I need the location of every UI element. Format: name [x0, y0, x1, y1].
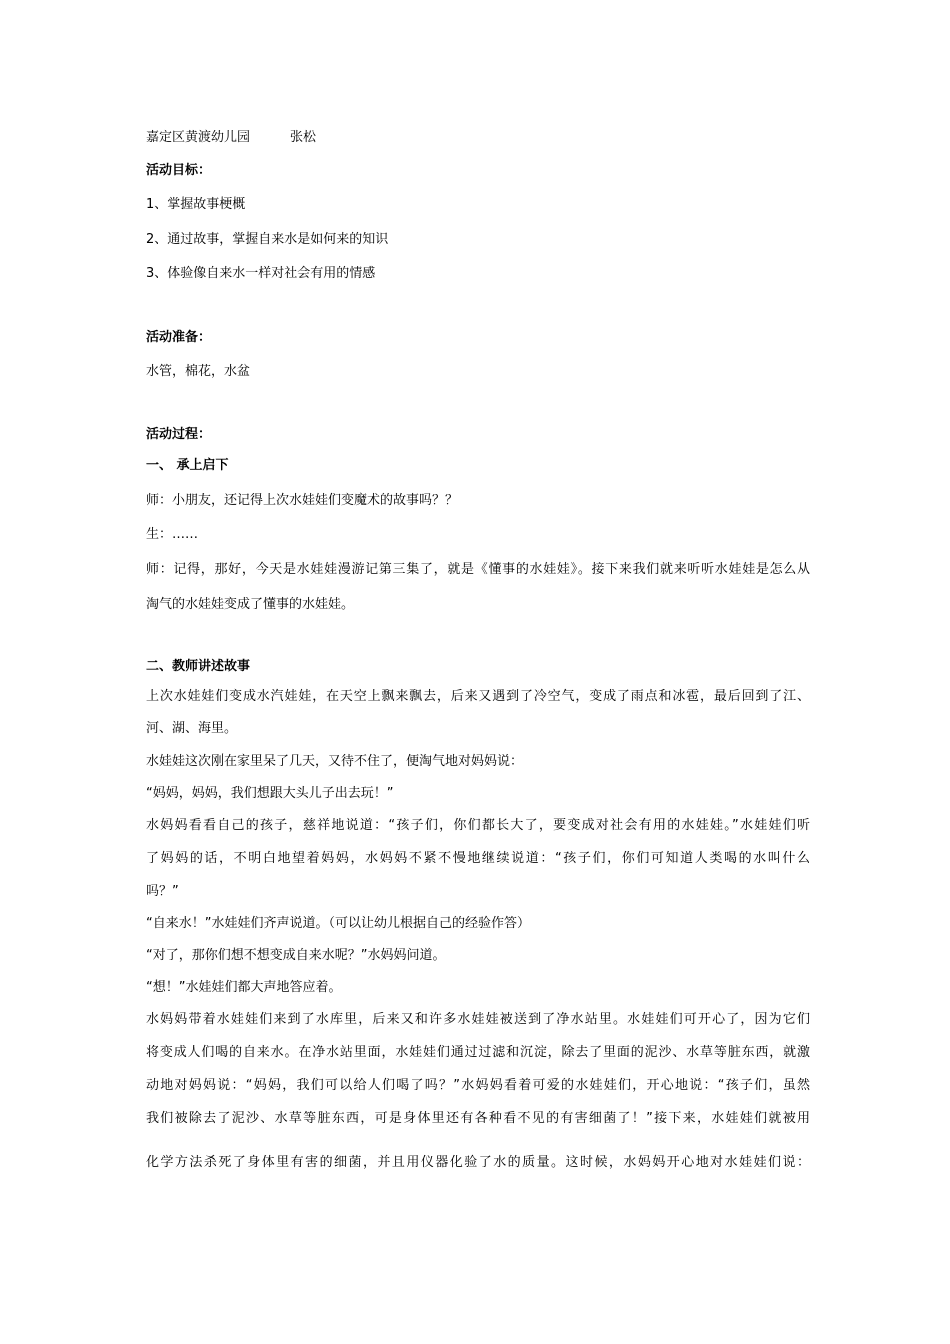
process-heading: 活动过程： — [146, 427, 212, 442]
paragraph-line: 了妈妈的话，不明白地望着妈妈，水妈妈不紧不慢地继续说道：“孩子们，你们可知道人类喝的水叫什么 — [146, 851, 810, 866]
preparation-text: 水管，棉花，水盆 — [146, 364, 251, 379]
paragraph-line: 吗？” — [146, 884, 179, 899]
preparation-heading: 活动准备： — [146, 330, 212, 345]
goal-item: 1、掌握故事梗概 — [146, 197, 246, 212]
paragraph-line: “对了，那你们想不想变成自来水呢？”水妈妈问道。 — [146, 948, 446, 963]
paragraph-line: 将变成人们喝的自来水。在净水站里面，水娃娃们通过过滤和沉淀，除去了里面的泥沙、水草等脏东西，就激 — [146, 1045, 810, 1060]
school-name: 嘉定区黄渡幼儿园 — [146, 130, 251, 145]
paragraph-line: 河、湖、海里。 — [146, 721, 238, 736]
paragraph-line: 生：…… — [146, 527, 199, 542]
section-heading-1: 一、 承上启下 — [146, 458, 229, 473]
goal-item: 2、通过故事，掌握自来水是如何来的知识 — [146, 232, 389, 247]
author-line — [146, 130, 810, 146]
paragraph-line: “妈妈，妈妈，我们想跟大头儿子出去玩！” — [146, 786, 394, 801]
paragraph-line: “自来水！”水娃娃们齐声说道。（可以让幼儿根据自己的经验作答） — [146, 916, 530, 931]
paragraph-line: 化学方法杀死了身体里有害的细菌，并且用仪器化验了水的质量。这时候，水妈妈开心地对水娃娃们说： — [146, 1155, 810, 1170]
paragraph-line: “想！”水娃娃们都大声地答应着。 — [146, 980, 342, 995]
paragraph-line: 师：小朋友，还记得上次水娃娃们变魔术的故事吗？？ — [146, 493, 459, 508]
paragraph-line: 我们被除去了泥沙、水草等脏东西，可是身体里还有各种看不见的有害细菌了！”接下来，水娃娃们就被用 — [146, 1111, 810, 1126]
paragraph-line: 水娃娃这次刚在家里呆了几天，又待不住了，便淘气地对妈妈说： — [146, 754, 524, 769]
paragraph-line: 动地对妈妈说：“妈妈，我们可以给人们喝了吗？”水妈妈看着可爱的水娃娃们，开心地说：“孩子们，虽然 — [146, 1078, 810, 1093]
paragraph-line: 水妈妈看看自己的孩子，慈祥地说道：“孩子们，你们都长大了，要变成对社会有用的水娃娃。”水娃娃们听 — [146, 818, 810, 833]
paragraph-line: 水妈妈带着水娃娃们来到了水库里，后来又和许多水娃娃被送到了净水站里。水娃娃们可开心了，因为它们 — [146, 1012, 810, 1027]
goal-item: 3、体验像自来水一样对社会有用的情感 — [146, 266, 376, 281]
goals-heading: 活动目标： — [146, 163, 212, 178]
section-heading-2: 二、教师讲述故事 — [146, 659, 251, 674]
author-name: 张松 — [290, 130, 317, 145]
paragraph-line: 上次水娃娃们变成水汽娃娃，在天空上飘来飘去，后来又遇到了冷空气，变成了雨点和冰雹，最后回到了江、 — [146, 689, 810, 704]
paragraph-line: 淘气的水娃娃变成了懂事的水娃娃。 — [146, 597, 355, 612]
paragraph-line: 师：记得，那好，今天是水娃娃漫游记第三集了，就是《懂事的水娃娃》。接下来我们就来听听水娃娃是怎么从 — [146, 562, 810, 577]
